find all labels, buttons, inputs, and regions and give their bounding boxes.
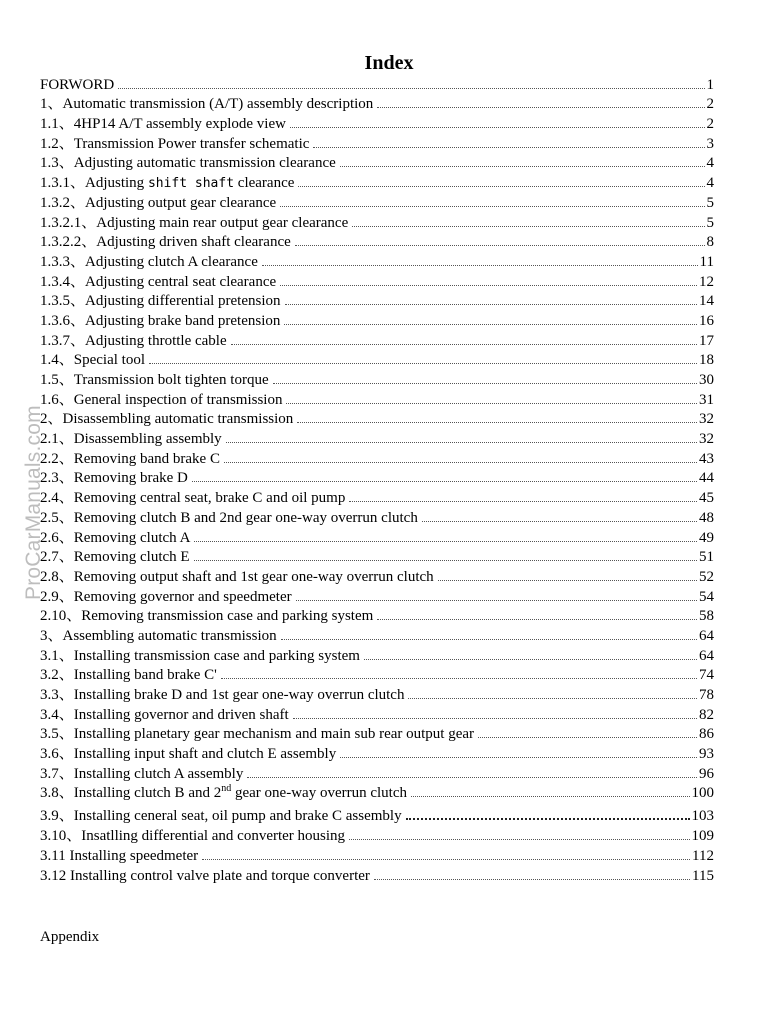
toc-entry[interactable]	[40, 488, 714, 508]
dot-leader	[194, 560, 697, 561]
toc-entry[interactable]	[40, 846, 714, 866]
toc-entry[interactable]	[40, 154, 714, 174]
dot-leader	[280, 285, 697, 286]
toc-entry-page: 64	[699, 647, 714, 664]
dot-leader	[290, 127, 705, 128]
toc-entry-title: 3.2、Installing band brake C'	[40, 667, 217, 684]
dot-leader	[224, 462, 697, 463]
toc-entry-page: 2	[706, 116, 714, 133]
toc-entry[interactable]	[40, 685, 714, 705]
toc-entry-title: 3.7、Installing clutch A assembly	[40, 765, 244, 782]
toc-entry-title: 3.10、Insatlling differential and converter housing	[40, 828, 346, 845]
toc-entry-title: 3.9、Installing ceneral seat, oil pump and brake C assembly	[40, 808, 402, 825]
toc-entry[interactable]	[40, 75, 714, 95]
toc-entry-page: 112	[692, 847, 714, 864]
toc-entry[interactable]	[40, 331, 714, 351]
toc-entry-page: 17	[699, 332, 714, 349]
toc-entry-title: 1.3.5、Adjusting differential pretension	[40, 293, 281, 310]
toc-entry-page: 2	[706, 96, 714, 113]
toc-entry[interactable]	[40, 784, 714, 804]
dot-leader	[377, 107, 704, 108]
toc-entry-page: 8	[706, 234, 714, 251]
toc-entry[interactable]	[40, 173, 714, 193]
toc-entry[interactable]	[40, 272, 714, 292]
toc-entry-page: 3	[706, 135, 714, 152]
toc-entry-page: 12	[699, 273, 714, 290]
toc-entry[interactable]	[40, 528, 714, 548]
toc-entry-page: 45	[699, 490, 714, 507]
toc-entry-title: 3.3、Installing brake D and 1st gear one-way overrun clutch	[40, 687, 405, 703]
toc-entry-title: 2.4、Removing central seat, brake C and oil pump	[40, 490, 346, 507]
toc-entry[interactable]	[40, 134, 714, 154]
toc-entry-page: 4	[706, 155, 714, 172]
toc-entry[interactable]	[40, 705, 714, 725]
toc-entry-title-code: shift shaft	[147, 176, 235, 192]
toc-entry-page: 51	[699, 549, 714, 566]
dot-leader	[352, 226, 704, 227]
dot-leader	[281, 639, 697, 640]
toc-entry[interactable]	[40, 744, 714, 764]
appendix-heading: Appendix	[40, 929, 100, 945]
dot-leader	[273, 383, 697, 384]
toc-entry-page: 32	[699, 411, 714, 428]
toc-entry[interactable]	[40, 508, 714, 528]
toc-entry[interactable]	[40, 213, 714, 233]
toc-entry-title: 3.6、Installing input shaft and clutch E assembly	[40, 746, 337, 763]
toc-entry-title: 1.3.3、Adjusting clutch A clearance	[40, 253, 258, 270]
toc-entry-title: 3.12 Installing control valve plate and torque converter	[40, 867, 370, 884]
toc-entry-title: 2.1、Disassembling assembly	[40, 431, 222, 448]
toc-entry-page: 14	[699, 293, 714, 310]
dot-leader	[422, 521, 697, 522]
dot-leader	[406, 818, 690, 820]
toc-entry-page: 11	[699, 253, 714, 270]
table-of-contents	[40, 75, 714, 886]
toc-entry-page: 49	[699, 529, 714, 546]
toc-entry-title: 2.5、Removing clutch B and 2nd gear one-way overrun clutch	[40, 509, 418, 526]
toc-entry-title: 1.6、General inspection of transmission	[40, 391, 283, 408]
dot-leader	[202, 859, 690, 860]
toc-entry[interactable]	[40, 607, 714, 627]
toc-entry-title: 1.3.2.2、Adjusting driven shaft clearance	[40, 234, 291, 251]
toc-entry[interactable]	[40, 193, 714, 213]
toc-entry[interactable]	[40, 292, 714, 312]
dot-leader	[284, 324, 697, 325]
dot-leader	[226, 442, 697, 443]
page-title: Index	[364, 52, 414, 74]
toc-entry[interactable]	[40, 114, 714, 134]
toc-entry-title: 1.3.7、Adjusting throttle cable	[40, 332, 227, 349]
toc-entry-page: 44	[699, 470, 714, 487]
dot-leader	[194, 541, 697, 542]
toc-entry[interactable]	[40, 351, 714, 371]
dot-leader	[411, 796, 690, 797]
toc-entry-title: 3.11 Installing speedmeter	[40, 847, 199, 864]
dot-leader	[280, 206, 704, 207]
toc-entry-page: 5	[706, 214, 714, 231]
toc-entry-title: 1.3.2.1、Adjusting main rear output gear clearance	[40, 214, 349, 231]
dot-leader	[340, 757, 697, 758]
dot-leader	[247, 777, 697, 778]
toc-entry-page: 16	[699, 312, 714, 329]
toc-entry[interactable]	[40, 826, 714, 846]
dot-leader	[408, 698, 697, 699]
toc-entry[interactable]	[40, 410, 714, 430]
toc-entry-page: 4	[706, 175, 714, 192]
toc-entry-page: 82	[699, 706, 714, 723]
dot-leader	[340, 166, 705, 167]
dot-leader	[295, 245, 705, 246]
toc-entry-title: 2.10、Removing transmission case and parking system	[40, 608, 374, 625]
toc-entry[interactable]	[40, 666, 714, 686]
dot-leader	[313, 147, 704, 148]
toc-entry[interactable]	[40, 469, 714, 489]
dot-leader	[438, 580, 697, 581]
toc-entry-title: 2、Disassembling automatic transmission	[40, 411, 294, 428]
dot-leader	[285, 304, 697, 305]
toc-entry-title: 3.1、Installing transmission case and parking system	[40, 647, 360, 664]
toc-entry[interactable]	[40, 587, 714, 607]
toc-entry-title: FORWORD	[40, 76, 115, 93]
toc-entry-title: 2.6、Removing clutch A	[40, 529, 191, 546]
toc-entry[interactable]	[40, 370, 714, 390]
toc-entry[interactable]	[40, 252, 714, 272]
toc-entry-title: 1.2、Transmission Power transfer schematic	[40, 135, 310, 152]
toc-entry[interactable]	[40, 390, 714, 410]
toc-entry-page: 109	[691, 828, 714, 845]
toc-entry-page: 54	[699, 588, 714, 605]
dot-leader	[298, 186, 704, 187]
toc-entry-page: 64	[699, 627, 714, 644]
dot-leader	[349, 839, 689, 840]
dot-leader	[286, 403, 697, 404]
toc-entry-title: 1.5、Transmission bolt tighten torque	[40, 372, 269, 388]
toc-entry-page: 18	[699, 352, 714, 369]
toc-entry-title: 1.3.4、Adjusting central seat clearance	[40, 273, 277, 290]
toc-entry[interactable]	[40, 311, 714, 331]
watermark-text: ProCarManuals.com	[22, 405, 45, 600]
toc-entry-title	[40, 784, 407, 803]
toc-entry[interactable]	[40, 95, 714, 115]
toc-entry-title: 1.1、4HP14 A/T assembly explode view	[40, 116, 286, 133]
toc-entry-page: 30	[699, 372, 714, 388]
toc-entry[interactable]	[40, 626, 714, 646]
toc-entry-page: 1	[706, 76, 714, 93]
toc-entry-title: 1.4、Special tool	[40, 352, 145, 369]
toc-entry[interactable]	[40, 866, 714, 886]
toc-entry[interactable]	[40, 764, 714, 784]
toc-entry-page: 58	[699, 608, 714, 625]
toc-entry-page: 31	[699, 391, 714, 408]
dot-leader	[349, 501, 697, 502]
toc-entry-title: 3.5、Installing planetary gear mechanism and main sub rear output gear	[40, 726, 475, 743]
toc-entry-page: 86	[699, 726, 714, 743]
toc-entry[interactable]	[40, 803, 714, 826]
toc-entry-page: 5	[706, 194, 714, 211]
dot-leader	[262, 265, 698, 266]
toc-entry-title-end: clearance	[234, 175, 295, 192]
toc-entry-title-superscript: nd	[221, 783, 232, 795]
toc-entry-page: 74	[699, 667, 714, 684]
toc-entry-title: 2.3、Removing brake D	[40, 470, 188, 487]
toc-entry-title: 3、Assembling automatic transmission	[40, 627, 277, 644]
dot-leader	[374, 879, 690, 880]
dot-leader	[377, 619, 697, 620]
toc-entry-page: 78	[699, 687, 714, 703]
toc-entry[interactable]	[40, 548, 714, 568]
dot-leader	[296, 600, 697, 601]
toc-entry-page: 100	[691, 785, 714, 802]
toc-entry-title	[40, 174, 294, 193]
toc-entry[interactable]	[40, 567, 714, 587]
toc-entry[interactable]	[40, 725, 714, 745]
toc-entry-title: 2.8、Removing output shaft and 1st gear one-way overrun clutch	[40, 568, 434, 585]
toc-entry-title: 2.2、Removing band brake C	[40, 450, 220, 467]
toc-entry-title: 1.3、Adjusting automatic transmission clearance	[40, 155, 336, 172]
toc-entry-title-end: gear one-way overrun clutch	[231, 785, 407, 802]
toc-entry-page: 48	[699, 509, 714, 526]
toc-entry-page: 96	[699, 765, 714, 782]
toc-entry-title: 2.7、Removing clutch E	[40, 549, 190, 566]
toc-entry[interactable]	[40, 646, 714, 666]
dot-leader	[149, 363, 697, 364]
dot-leader	[297, 422, 697, 423]
dot-leader	[364, 659, 697, 660]
toc-entry-title: 2.9、Removing governor and speedmeter	[40, 588, 292, 605]
toc-entry-title: 1.3.6、Adjusting brake band pretension	[40, 312, 281, 329]
toc-entry-page: 103	[691, 808, 714, 825]
toc-entry-page: 52	[699, 568, 714, 585]
toc-entry[interactable]	[40, 233, 714, 253]
dot-leader	[231, 344, 697, 345]
toc-entry-title: 3.4、Installing governor and driven shaft	[40, 706, 289, 723]
toc-entry-page: 93	[699, 746, 714, 763]
toc-entry[interactable]	[40, 449, 714, 469]
dot-leader	[118, 88, 704, 89]
toc-entry[interactable]	[40, 429, 714, 449]
toc-entry-page: 115	[692, 867, 714, 884]
toc-entry-page: 32	[699, 431, 714, 448]
dot-leader	[478, 737, 697, 738]
toc-entry-title: 1.3.2、Adjusting output gear clearance	[40, 194, 277, 211]
dot-leader	[221, 678, 697, 679]
dot-leader	[293, 718, 697, 719]
toc-entry-title-start: 1.3.1、Adjusting	[40, 175, 148, 192]
toc-entry-title-start: 3.8、Installing clutch B and 2	[40, 785, 222, 802]
toc-entry-page: 43	[699, 450, 714, 467]
dot-leader	[192, 481, 697, 482]
toc-entry-title: 1、Automatic transmission (A/T) assembly description	[40, 96, 374, 113]
